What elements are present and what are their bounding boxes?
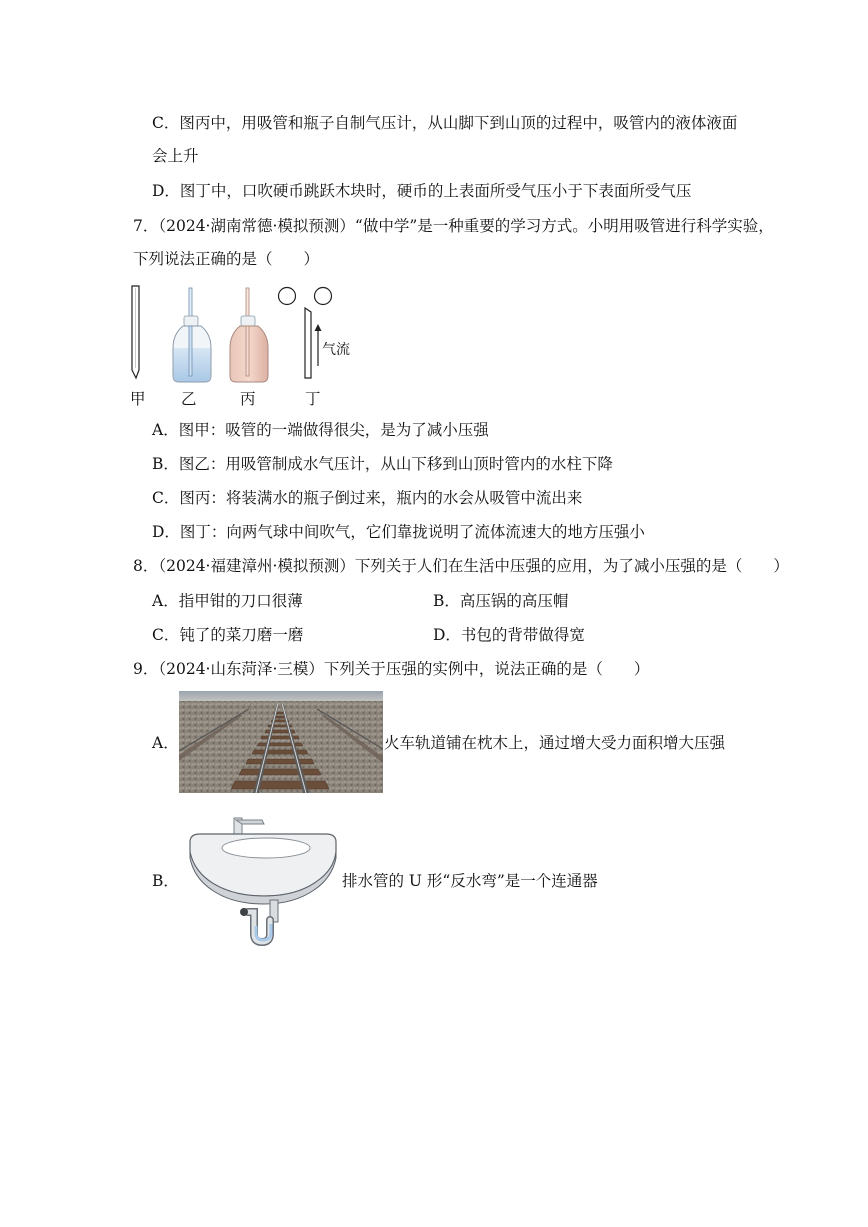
q8-option-d: D．书包的背带做得宽 [433,626,585,644]
q6-option-d: D．图丁中，口吹硬币跳跃木块时，硬币的上表面所受气压小于下表面所受气压 [152,182,692,200]
q7-option-b: B．图乙：用吸管制成水气压计，从山下移到山顶时管内的水柱下降 [152,455,613,473]
q9-option-a-text: 火车轨道铺在枕木上，通过增大受力面积增大压强 [384,734,726,752]
q7-stem-line1: 7．（2024·湖南常德·模拟预测）“做中学”是一种重要的学习方式。小明用吸管进行科学实验， [133,217,774,235]
q8-stem: 8．（2024·福建漳州·模拟预测）下列关于人们在生活中压强的应用，为了减小压强的是（ ） [133,557,789,575]
q7-figure-label-bing: 丙 [240,390,256,408]
figure-bing-bottle [230,288,268,382]
q8-option-c: C．钝了的菜刀磨一磨 [152,626,304,644]
q9-option-b-text: 排水管的 U 形“反水弯”是一个连通器 [342,872,598,890]
q7-option-c: C．图丙：将装满水的瓶子倒过来，瓶内的水会从吸管中流出来 [152,489,583,507]
q7-figure-label-jia: 甲 [130,390,146,408]
q7-figure-label-yi: 乙 [181,390,197,408]
q6-option-c-line1: C．图丙中，用吸管和瓶子自制气压计，从山脚下到山顶的过程中，吸管内的液体液面 [152,114,738,132]
washbasin-illustration [186,812,340,946]
q8-option-a: A．指甲钳的刀口很薄 [152,592,303,610]
q7-airflow-label: 气流 [322,342,350,358]
q6-option-c-line2: 会上升 [152,147,199,165]
q7-stem-line2: 下列说法正确的是（ ） [133,250,320,268]
q9-stem: 9．（2024·山东菏泽·三模）下列关于压强的实例中，说法正确的是（ ） [133,660,650,678]
figure-jia-straw [132,286,139,378]
q8-option-b: B．高压锅的高压帽 [433,592,569,610]
figure-yi-bottle [173,288,211,382]
q7-option-a: A．图甲：吸管的一端做得很尖，是为了减小压强 [152,421,489,439]
railway-track-photo [179,691,383,793]
q7-figure-label-ding: 丁 [305,390,321,408]
q7-option-d: D．图丁：向两气球中间吹气，它们靠拢说明了流体流速大的地方压强小 [152,523,645,541]
q9-option-a-letter: A． [152,734,179,752]
figure-ding-balloons [279,288,332,379]
q9-option-b-letter: B． [152,872,179,890]
